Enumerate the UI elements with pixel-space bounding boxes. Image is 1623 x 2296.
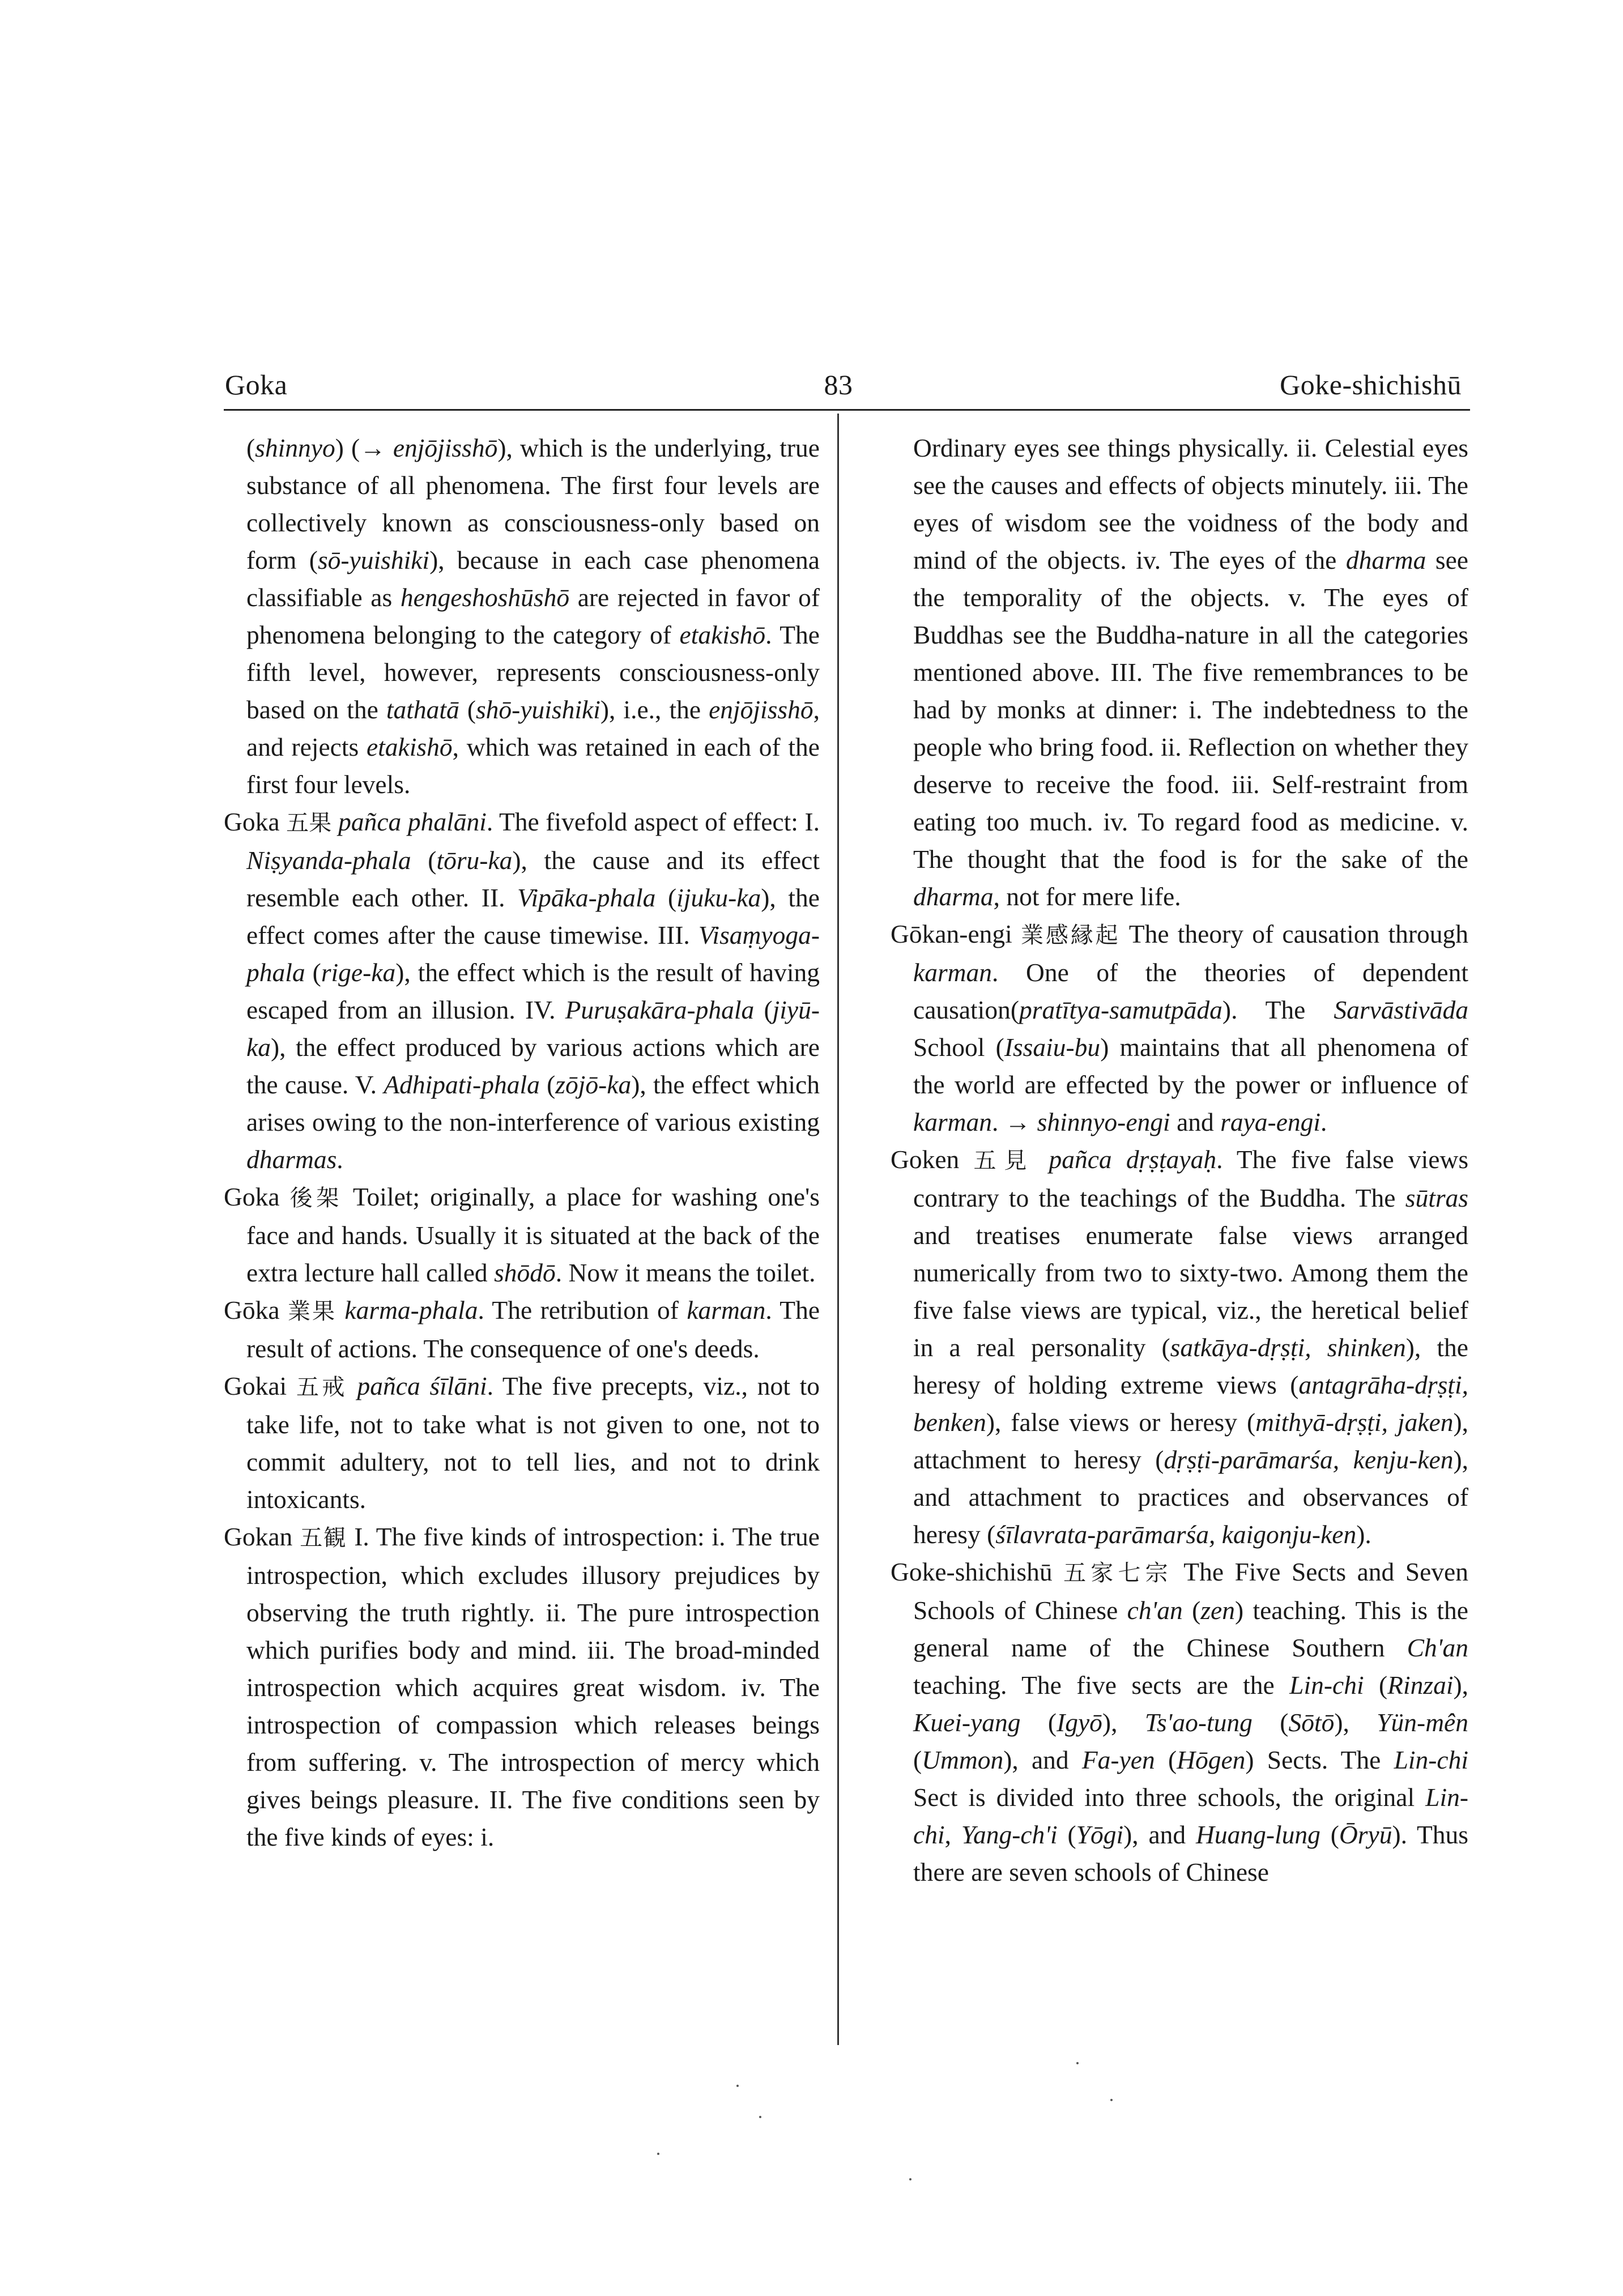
sanskrit-term: pañca śīlāni [357,1371,487,1400]
page-number: 83 [824,369,853,401]
headword: Goken [891,1145,960,1174]
headword: Goka [224,1182,280,1211]
scan-speck [657,2153,659,2155]
left-column [224,429,820,1856]
right-column [891,429,1468,1891]
headword: Gokan [224,1522,293,1551]
entry-goka-karma: Gōka 業果 karma-phala. The retribution of karman. The result of actions. The consequence of one's deeds. [224,1296,820,1363]
entry-goke-shichishu: Goke-shichishū 五家七宗 The Five Sects and Seven Schools of Chinese ch'an (zen) teaching. This is the general name of the Chinese Southern Ch'an teaching. The five sects are the Lin-chi (Rinzai), Kuei-yang (Igyō), Ts'ao-tung (Sōtō), Yün-mên (Ummon), and Fa-yen (Hōgen) Sects. The Lin-chi Sect is divided into three schools, the original Lin-chi, Yang-ch'i (Yōgi), and Huang-lung (Ōryū). Thus there are seven schools of Chinese [891,1557,1468,1886]
entry-gokan-engi: Gōkan-engi 業感縁起 The theory of causation through karman. One of the theories of dependent causation(pratītya-samutpāda). The Sarvāstivāda School (Issaiu-bu) maintains that all phenomena of the world are effected by the power or influence of karman. → shinnyo-engi and raya-engi. [891,919,1469,1136]
sanskrit-term: karma-phala [344,1296,478,1324]
headword: Gōka [224,1296,280,1324]
sanskrit-term: pañca phalāni [338,807,487,836]
headword: Goke-shichishū [891,1557,1053,1586]
scan-speck [909,2178,911,2180]
scan-speck [1110,2099,1113,2101]
scan-speck [759,2116,761,2118]
left-guide-word: Goka [225,369,288,401]
kanji: 五観 [300,1525,347,1551]
headword: Gokai [224,1371,287,1400]
kanji: 五戒 [296,1374,348,1400]
entry-gokan: Gokan 五観 I. The five kinds of introspection: i. The true introspection, which excludes illusory prejudices by observing the truth rightly. ii. The pure introspection which purifies body and mind. iii. The broad-minded introspection which acquires great wisdom. iv. The introspection of compassion which releases beings from suffering. v. The introspection of mercy which gives beings pleasure. II. The five conditions seen by the five kinds of eyes: i. [224,1522,820,1851]
kanji: 業果 [287,1298,337,1324]
kanji: 五果 [286,810,332,836]
scan-speck [1076,2062,1079,2064]
continued-entry: Ordinary eyes see things physically. ii. Celestial eyes see the causes and effects of objects minutely. iii. The eyes of wisdom see the voidness of the body and mind of the objects. iv. The eyes of the dharma see the temporality of the objects. v. The eyes of Buddhas see the Buddha-nature in all the categories mentioned above. III. The five remembrances to be had by monks at dinner: i. The indebtedness to the people who bring food. ii. Reflection on whether they deserve to receive the food. iii. Self-restraint from eating too much. iv. To regard food as medicine. v. The thought that the food is for the sake of the dharma, not for mere life. [913,433,1468,911]
scan-speck [736,2085,739,2087]
headword: Gōkan-engi [891,919,1012,948]
sanskrit-term: pañca dṛṣṭayaḥ [1049,1145,1217,1174]
entry-goka-five-fruits: Goka 五果 pañca phalāni. The fivefold aspect of effect: I. Niṣyanda-phala (tōru-ka), the cause and its effect resemble each other. II. Vipāka-phala (ijuku-ka), the effect comes after the cause timewise. III. Visaṃyoga-phala (rige-ka), the effect which is the result of having escaped from an illusion. IV. Puruṣakāra-phala (jiyū-ka), the effect produced by various actions which are the cause. V. Adhipati-phala (zōjō-ka), the effect which arises owing to the non-interference of various existing dharmas. [224,807,820,1174]
right-guide-word: Goke-shichishū [1280,369,1462,401]
headword: Goka [224,807,280,836]
continued-entry: (shinnyo) (→ enjōjisshō), which is the underlying, true substance of all phenomena. The first four levels are collectively known as consciousness-only based on form (sō-yuishiki), because in each case phenomena classifiable as hengeshoshūshō are rejected in favor of phenomena belonging to the category of etakishō. The fifth level, however, represents consciousness-only based on the tathatā (shō-yuishiki), i.e., the enjōjisshō, and rejects etakishō, which was retained in each of the first four levels. [246,433,820,799]
entry-goka-toilet: Goka 後架 Toilet; originally, a place for washing one's face and hands. Usually it is situated at the back of the extra lecture hall called shōdō. Now it means the toilet. [224,1182,820,1287]
kanji: 業感縁起 [1021,922,1121,948]
entry-gokai: Gokai 五戒 pañca śīlāni. The five precepts, viz., not to take life, not to take what is not given to one, not to commit adultery, not to tell lies, and not to drink intoxicants. [224,1371,820,1514]
column-divider [837,414,839,2045]
header-rule [224,409,1470,411]
kanji: 後架 [289,1185,343,1211]
kanji: 五家七宗 [1063,1560,1173,1586]
entry-goken: Goken 五見 pañca dṛṣṭayaḥ. The five false views contrary to the teachings of the Buddha. The sūtras and treatises enumerate false views arranged numerically from two to sixty-two. Among them the five false views are typical, viz., the heretical belief in a real personality (satkāya-dṛṣṭi, shinken), the heresy of holding extreme views (antagrāha-dṛṣṭi, benken), false views or heresy (mithyā-dṛṣṭi, jaken), attachment to heresy (dṛṣṭi-parāmarśa, kenju-ken), and attachment to practices and observances of heresy (śīlavrata-parāmarśa, kaigonju-ken). [891,1145,1469,1549]
kanji: 五見 [973,1148,1035,1174]
